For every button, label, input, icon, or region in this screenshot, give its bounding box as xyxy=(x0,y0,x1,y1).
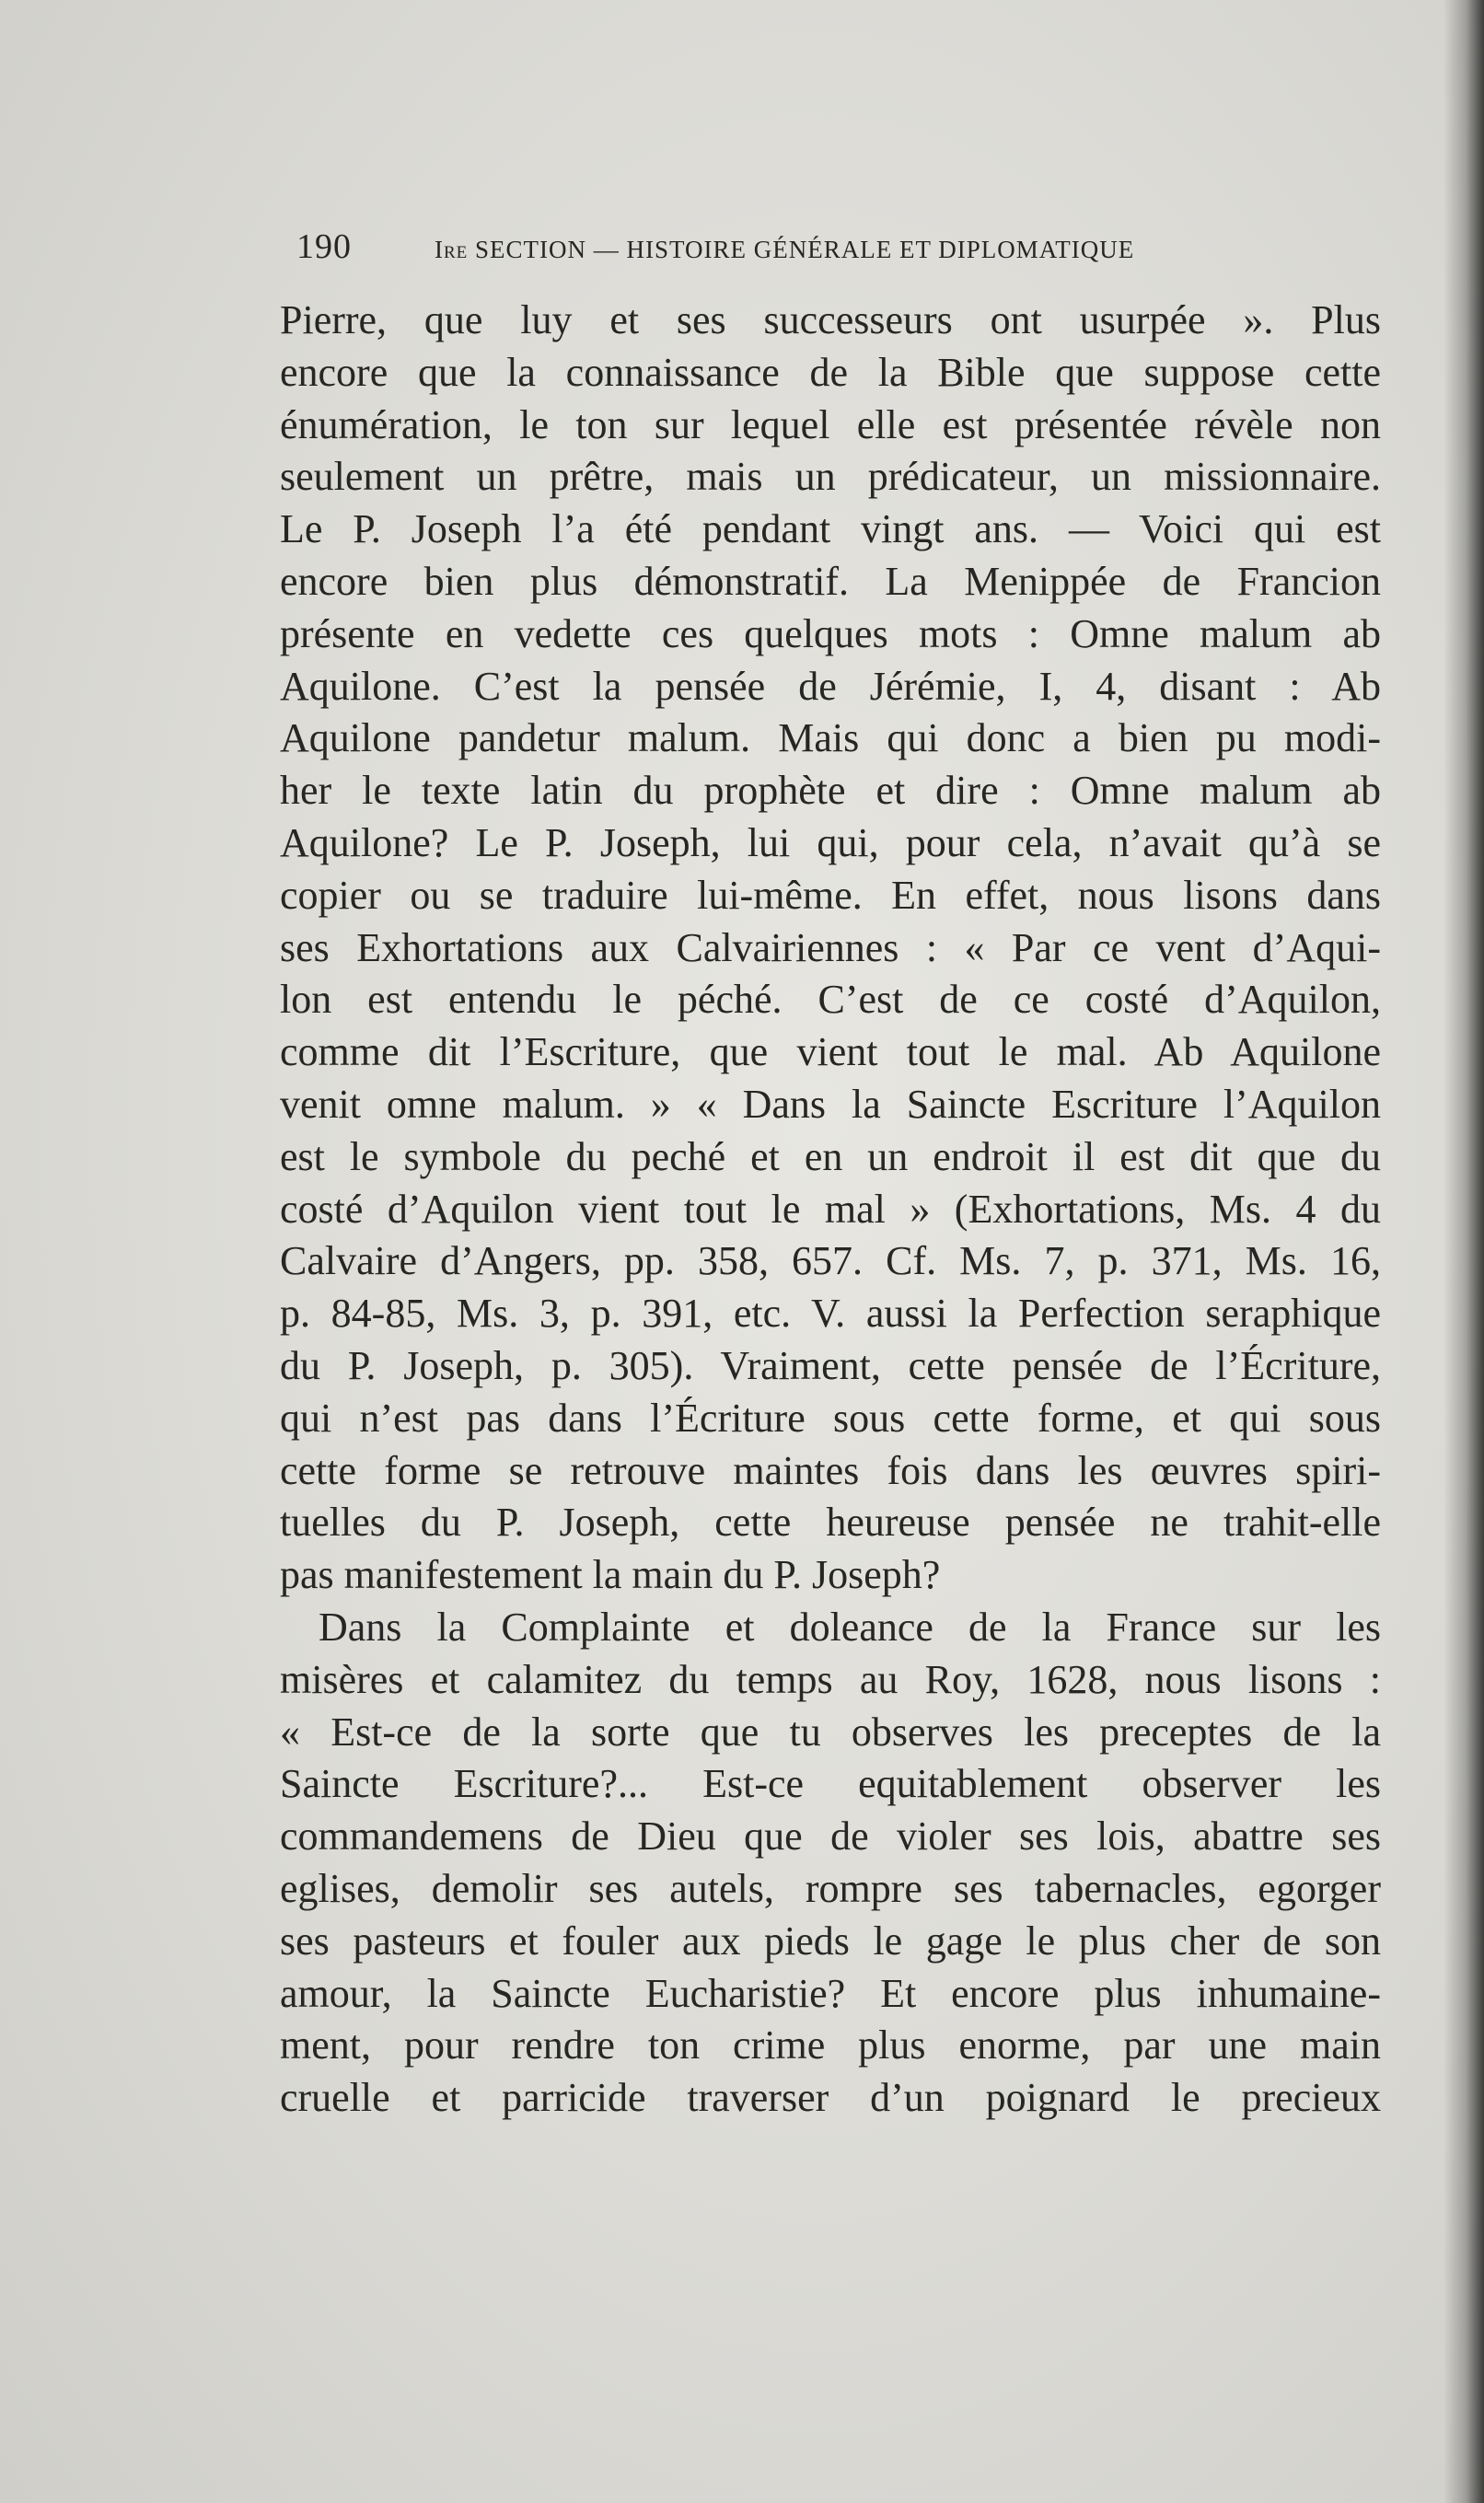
text-line: du P. Joseph, p. 305). Vraiment, cette pensée de l’Écriture, xyxy=(280,1342,1381,1388)
text-line: qui n’est pas dans l’Écriture sous cette forme, et qui sous xyxy=(280,1395,1381,1441)
text-line: ses Exhortations aux Calvairiennes : « Par ce vent d’Aqui- xyxy=(280,924,1381,970)
text-line: cruelle et parricide traverser d’un poignard le precieux xyxy=(280,2075,1381,2121)
text-line: her le texte latin du prophète et dire : Omne malum ab xyxy=(280,768,1381,814)
text-line: costé d’Aquilon vient tout le mal » (Exhortations, Ms. 4 du xyxy=(280,1186,1381,1232)
page-number: 190 xyxy=(296,227,352,266)
text-line: présente en vedette ces quelques mots : Omne malum ab xyxy=(280,610,1381,656)
body-text xyxy=(280,295,1381,2125)
text-line: lon est entendu le péché. C’est de ce costé d’Aquilon, xyxy=(280,977,1381,1023)
text-line: eglises, demolir ses autels, rompre ses tabernacles, egorger xyxy=(280,1865,1381,1911)
text-line: Aquilone? Le P. Joseph, lui qui, pour cela, n’avait qu’à se xyxy=(280,819,1381,865)
text-line: « Est-ce de la sorte que tu observes les preceptes de la xyxy=(280,1709,1381,1755)
text-line: Calvaire d’Angers, pp. 358, 657. Cf. Ms. 7, p. 371, Ms. 16, xyxy=(280,1238,1381,1284)
text-line: tuelles du P. Joseph, cette heureuse pensée ne trahit-elle xyxy=(280,1500,1381,1546)
page-edge-shadow xyxy=(1443,0,1484,2503)
text-line: Le P. Joseph l’a été pendant vingt ans. — Voici qui est xyxy=(280,506,1381,552)
text-line: amour, la Saincte Eucharistie? Et encore plus inhumaine- xyxy=(280,1970,1381,2016)
text-line: énumération, le ton sur lequel elle est présentée révèle non xyxy=(280,401,1381,447)
text-line: seulement un prêtre, mais un prédicateur, un missionnaire. xyxy=(280,454,1381,500)
text-line: Pierre, que luy et ses successeurs ont usurpée ». Plus xyxy=(280,297,1381,342)
text-line: encore que la connaissance de la Bible que suppose cette xyxy=(280,349,1381,395)
running-header xyxy=(296,226,1318,267)
text-line: commandemens de Dieu que de violer ses lois, abattre ses xyxy=(280,1814,1381,1860)
paragraph-end-line: pas manifestement la main du P. Joseph? xyxy=(280,1552,941,1598)
text-line: copier ou se traduire lui-même. En effet, nous lisons dans xyxy=(280,872,1381,918)
section-heading: Ire SECTION — HISTOIRE GÉNÉRALE ET DIPLOMATIQUE xyxy=(435,236,1135,263)
text-line: cette forme se retrouve maintes fois dans les œuvres spiri- xyxy=(280,1447,1381,1493)
text-line: encore bien plus démonstratif. La Menippée de Francion xyxy=(280,558,1381,604)
text-line: ses pasteurs et fouler aux pieds le gage le plus cher de son xyxy=(280,1918,1381,1964)
paragraph-start-line: Dans la Complainte et doleance de la France sur les xyxy=(319,1604,1381,1650)
text-line: Aquilone pandetur malum. Mais qui donc a bien pu modi- xyxy=(280,715,1381,761)
text-line: ment, pour rendre ton crime plus enorme, par une main xyxy=(280,2022,1381,2068)
text-line: est le symbole du peché et en un endroit il est dit que du xyxy=(280,1133,1381,1179)
text-line: p. 84-85, Ms. 3, p. 391, etc. V. aussi la Perfection seraphique xyxy=(280,1291,1381,1337)
text-line: venit omne malum. » « Dans la Saincte Escriture l’Aquilon xyxy=(280,1081,1381,1127)
text-line: misères et calamitez du temps au Roy, 1628, nous lisons : xyxy=(280,1656,1381,1702)
text-line: comme dit l’Escriture, que vient tout le mal. Ab Aquilone xyxy=(280,1029,1381,1075)
text-line: Saincte Escriture?... Est-ce equitablement observer les xyxy=(280,1761,1381,1807)
text-line: Aquilone. C’est la pensée de Jérémie, I, 4, disant : Ab xyxy=(280,663,1381,709)
